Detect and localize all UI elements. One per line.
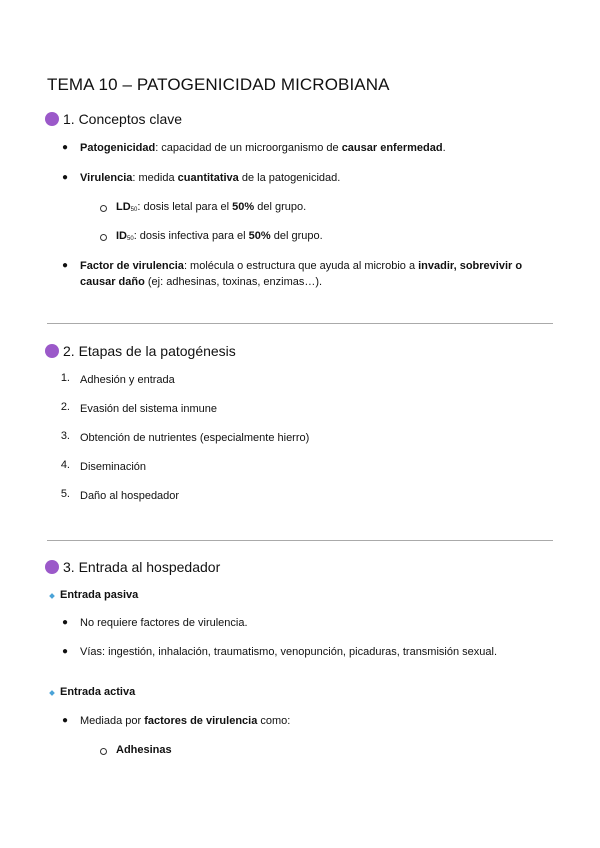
list-item: Vías: ingestión, inhalación, traumatismo, venopunción, picaduras, transmisión sexual.	[80, 646, 498, 658]
list-item: Evasión del sistema inmune	[80, 403, 217, 415]
list-item-factor-virulencia: Factor de virulencia: molécula o estructura que ayuda al microbio a invadir, sobrevivir o causar daño (ej: adhesinas, toxinas, enzimas…).	[80, 260, 523, 288]
circle-bullet-icon	[100, 748, 107, 755]
list-item-patogenicidad: Patogenicidad: capacidad de un microorganismo de causar enfermedad.	[80, 142, 446, 154]
circle-bullet-icon	[100, 205, 107, 212]
list-item-virulencia: Virulencia: medida cuantitativa de la patogenicidad.	[80, 172, 341, 184]
subheading-entrada-pasiva: Entrada pasiva	[60, 589, 139, 601]
divider	[47, 323, 553, 324]
list-number: 2.	[60, 401, 70, 413]
bullet-icon: ●	[62, 646, 69, 657]
list-item-ld50: LD50: dosis letal para el 50% del grupo.	[116, 201, 307, 213]
bullet-icon: ●	[62, 260, 69, 271]
list-item: Daño al hospedador	[80, 490, 180, 502]
purple-circle-icon	[45, 560, 59, 574]
bullet-icon: ●	[62, 715, 69, 726]
list-number: 4.	[60, 459, 70, 471]
list-number: 3.	[60, 430, 70, 442]
list-item: Adhesión y entrada	[80, 374, 175, 386]
list-item-mediada: Mediada por factores de virulencia como:	[80, 715, 291, 727]
diamond-bullet-icon	[49, 593, 55, 599]
section-2-title: 2. Etapas de la patogénesis	[63, 343, 236, 359]
bullet-icon: ●	[62, 142, 69, 153]
list-item-id50: ID50: dosis infectiva para el 50% del grupo.	[116, 230, 323, 242]
purple-circle-icon	[45, 344, 59, 358]
list-item: Obtención de nutrientes (especialmente hierro)	[80, 432, 310, 444]
diamond-bullet-icon	[49, 690, 55, 696]
page-title: TEMA 10 – PATOGENICIDAD MICROBIANA	[47, 75, 390, 94]
circle-bullet-icon	[100, 234, 107, 241]
bullet-icon: ●	[62, 172, 69, 183]
divider	[47, 540, 553, 541]
list-item-adhesinas: Adhesinas	[116, 744, 172, 756]
subheading-entrada-activa: Entrada activa	[60, 686, 136, 698]
list-number: 5.	[60, 488, 70, 500]
section-heading-2	[45, 343, 236, 359]
list-number: 1.	[60, 372, 70, 384]
section-1-title: 1. Conceptos clave	[63, 111, 183, 127]
list-item: No requiere factores de virulencia.	[80, 617, 248, 629]
bullet-icon: ●	[62, 617, 69, 628]
purple-circle-icon	[45, 112, 59, 126]
section-3-title: 3. Entrada al hospedador	[63, 559, 221, 575]
section-heading-1	[45, 111, 182, 127]
section-heading-3	[45, 559, 220, 575]
list-item: Diseminación	[80, 461, 147, 473]
